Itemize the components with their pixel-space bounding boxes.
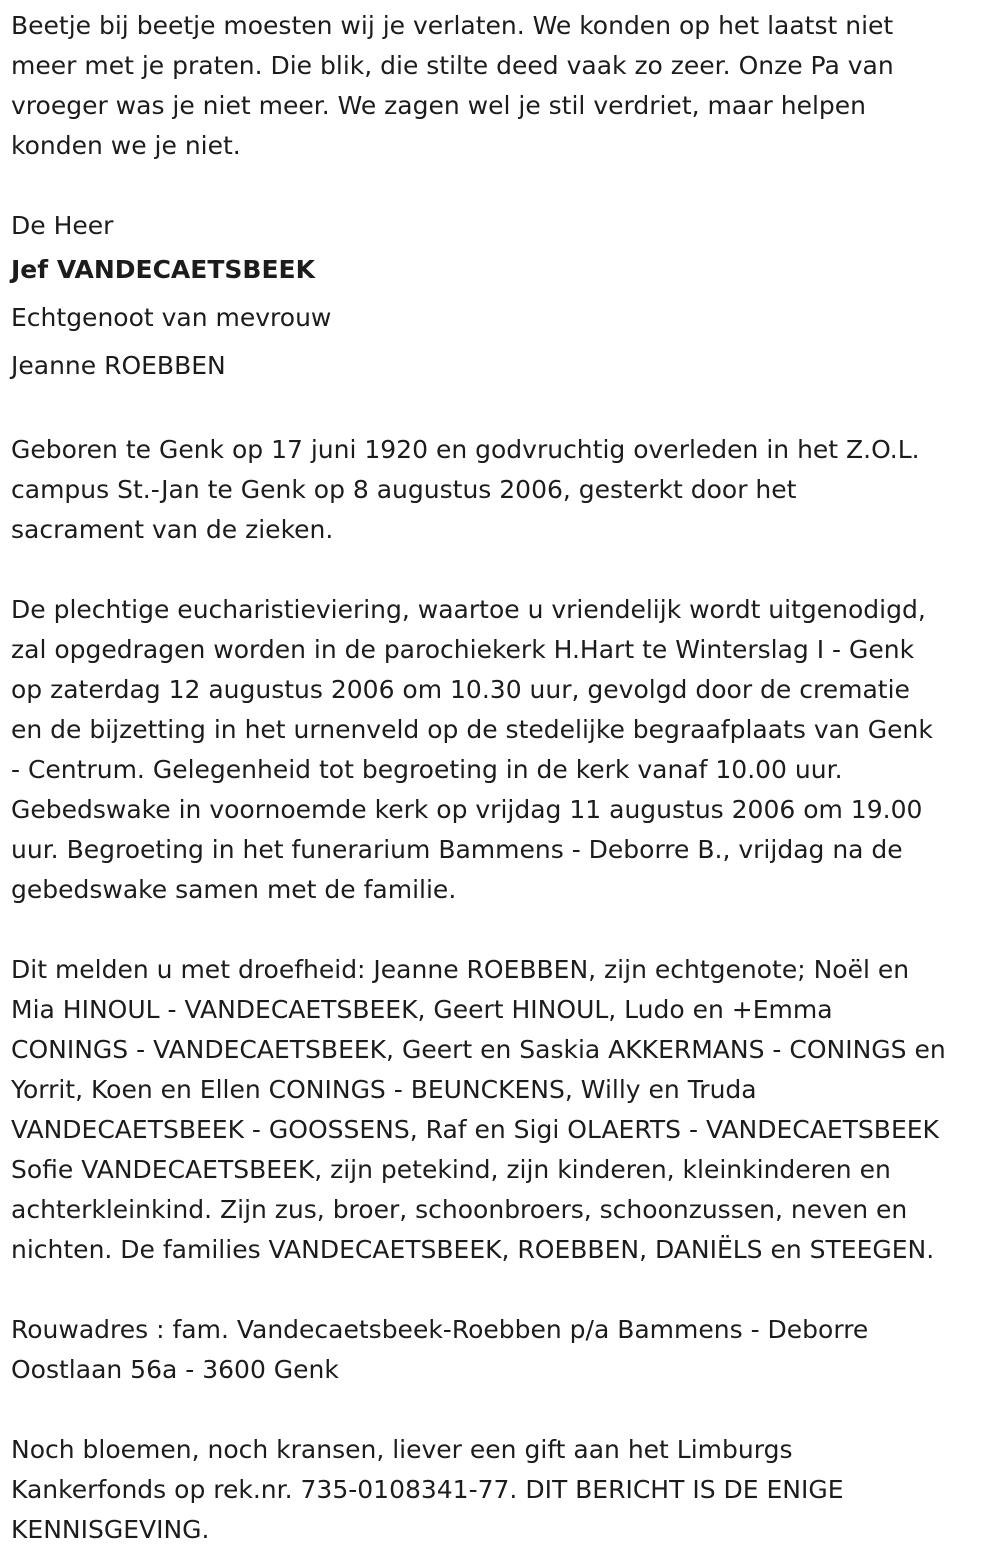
obituary-document	[11, 0, 996, 1550]
honorific-title: De Heer	[11, 211, 114, 240]
spouse-name: Jeanne ROEBBEN	[11, 351, 226, 380]
spouse-label: Echtgenoot van mevrouw	[11, 303, 332, 332]
ceremony-paragraph: De plechtige eucharistieviering, waartoe u vriendelijk wordt uitgenodigd, zal opgedragen worden in de parochiekerk H.Hart te Winterslag I - Genk op zaterdag 12 augustus 2006 om 10.30 uur, gevolgd door de crematie en de bijzetting in het urnenveld op de stedelijke begraafplaats van Genk - Centrum. Gelegenheid tot begroeting in de kerk vanaf 10.00 uur. Gebedswake in voornoemde kerk op vrijdag 11 augustus 2006 om 19.00 uur. Begroeting in het funerarium Bammens - Deborre B., vrijdag na de gebedswake samen met de familie.	[11, 595, 933, 904]
deceased-block	[11, 246, 996, 390]
intro-paragraph: Beetje bij beetje moesten wij je verlaten. We konden op het laatst niet meer met je praten. Die blik, die stilte deed vaak zo zeer. Onze Pa van vroeger was je niet meer. We zagen wel je stil verdriet, maar helpen konden we je niet.	[11, 11, 894, 160]
closing-paragraph: Noch bloemen, noch kransen, liever een gift aan het Limburgs Kankerfonds op rek.nr. 735-0108341-77. DIT BERICHT IS DE ENIGE KENNISGEVING.	[11, 1435, 844, 1544]
birth-death-paragraph: Geboren te Genk op 17 juni 1920 en godvruchtig overleden in het Z.O.L. campus St.-Jan te Genk op 8 augustus 2006, gesterkt door het sacrament van de zieken.	[11, 435, 920, 544]
mourning-address: Rouwadres : fam. Vandecaetsbeek-Roebben p/a Bammens - Deborre Oostlaan 56a - 3600 Genk	[11, 1315, 869, 1384]
family-paragraph: Dit melden u met droefheid: Jeanne ROEBBEN, zijn echtgenote; Noël en Mia HINOUL - VANDECAETSBEEK, Geert HINOUL, Ludo en +Emma CONINGS - VANDECAETSBEEK, Geert en Saskia AKKERMANS - CONINGS en Yorrit, Koen en Ellen CONINGS - BEUNCKENS, Willy en Truda VANDECAETSBEEK - GOOSSENS, Raf en Sigi OLAERTS - VANDECAETSBEEK Sofie VANDECAETSBEEK, zijn petekind, zijn kinderen, kleinkinderen en achterkleinkind. Zijn zus, broer, schoonbroers, schoonzussen, neven en nichten. De families VANDECAETSBEEK, ROEBBEN, DANIËLS en STEEGEN.	[11, 955, 946, 1264]
deceased-name: Jef VANDECAETSBEEK	[11, 255, 316, 284]
